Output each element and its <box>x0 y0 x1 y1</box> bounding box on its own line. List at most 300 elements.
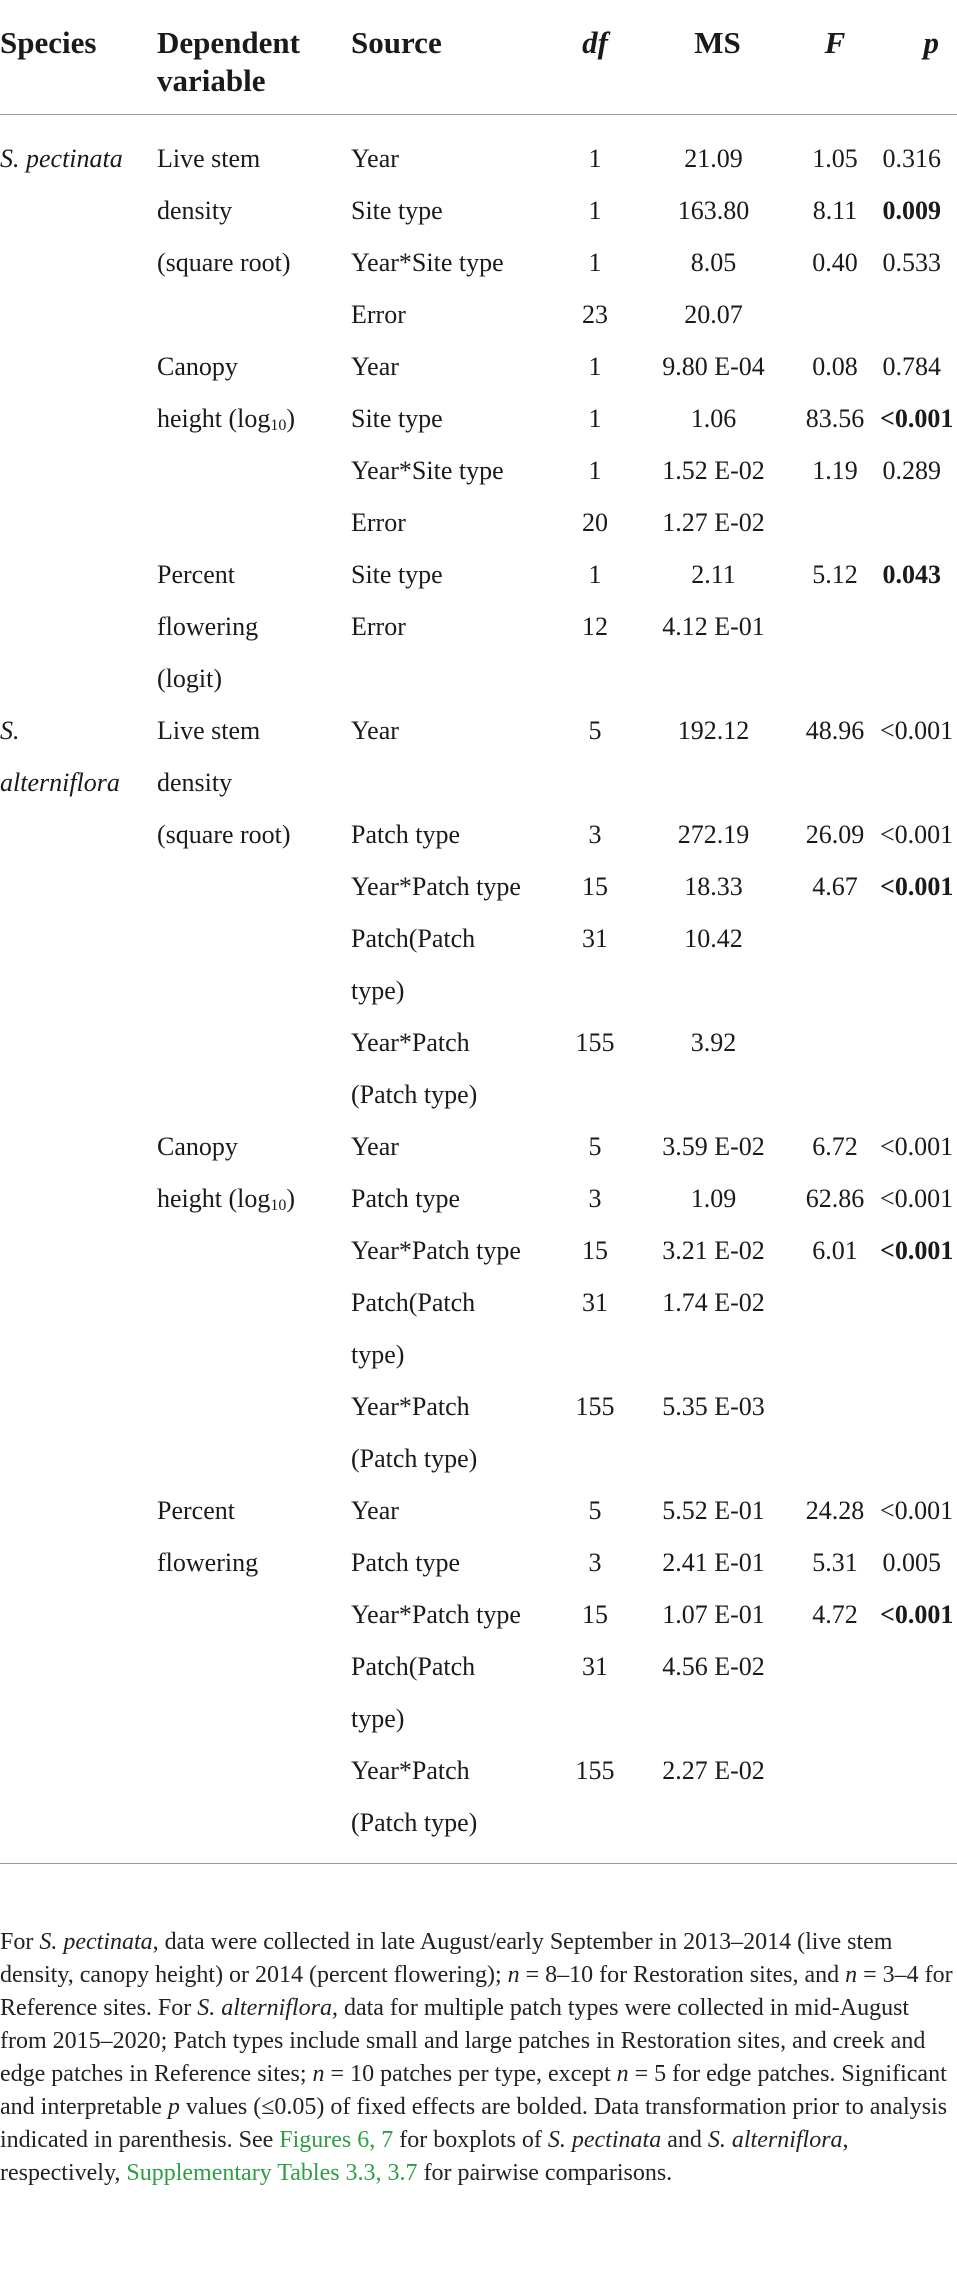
header-source: Source <box>351 14 545 115</box>
df-cell: 155 <box>575 1756 615 1785</box>
dependent-variable-cell: Live stem <box>157 716 261 745</box>
source-cell: Site type <box>351 196 443 225</box>
source-cell: Year*Patch <box>351 1028 470 1057</box>
ms-cell: 1.06 <box>690 404 737 433</box>
p-value-cell: 0.784 <box>882 352 941 381</box>
p-value-cell: <0.001 <box>880 1496 954 1525</box>
dependent-variable-cell <box>157 497 351 549</box>
f-cell <box>790 1381 880 1433</box>
table-row <box>0 705 957 757</box>
table-row <box>0 1121 957 1173</box>
species-name: S. alterniflora <box>707 2127 843 2153</box>
f-cell: 1.05 <box>812 144 858 173</box>
dependent-variable-cell <box>157 1641 351 1693</box>
ms-cell: 3.92 <box>690 1028 737 1057</box>
ms-cell <box>645 1433 790 1485</box>
source-cell <box>351 757 545 809</box>
f-cell: 48.96 <box>805 716 865 745</box>
ms-cell: 5.52 E-01 <box>662 1496 765 1525</box>
ms-cell: 3.59 E-02 <box>662 1132 765 1161</box>
f-cell: 8.11 <box>812 196 858 225</box>
table-row <box>0 497 957 549</box>
source-cell: Year*Patch <box>351 1392 470 1421</box>
p-value-cell: 0.316 <box>882 144 941 173</box>
df-cell: 1 <box>588 456 602 485</box>
header-species: Species <box>0 14 157 115</box>
ms-cell: 1.52 E-02 <box>662 456 765 485</box>
p-value-cell <box>880 965 957 1017</box>
log-base-subscript: 10 <box>270 1197 287 1214</box>
table-row <box>0 445 957 497</box>
footnote-part: = 3–4 for Reference sites. For <box>0 1962 953 2021</box>
source-cell: (Patch type) <box>351 1444 478 1473</box>
species-cell <box>0 601 157 653</box>
f-cell: 0.40 <box>812 248 858 277</box>
p-value-cell: 0.043 <box>882 560 941 589</box>
species-cell <box>0 1745 157 1797</box>
df-cell: 20 <box>582 508 608 537</box>
ms-cell: 4.56 E-02 <box>662 1652 765 1681</box>
dependent-variable-cell <box>157 1069 351 1121</box>
source-cell: Year*Patch type <box>351 1236 521 1265</box>
dependent-variable-cell: flowering <box>157 1548 259 1577</box>
p-value-cell: <0.001 <box>880 716 954 745</box>
ms-cell: 272.19 <box>677 820 750 849</box>
f-cell <box>790 965 880 1017</box>
footnote-part: , data were collected in late August/early September in 2013–2014 (live stem density, canopy height) or 2014 (percent flowering); <box>0 1929 893 1988</box>
source-cell: Year*Site type <box>351 248 504 277</box>
p-value-cell: <0.001 <box>880 1184 954 1213</box>
table-row <box>0 1017 957 1069</box>
footnote-part: = 10 patches per type, except <box>324 2061 617 2087</box>
table-row <box>0 237 957 289</box>
table-row <box>0 965 957 1017</box>
table-row <box>0 1225 957 1277</box>
df-cell <box>545 653 645 705</box>
table-body <box>0 115 957 1864</box>
table-row <box>0 1069 957 1121</box>
species-cell <box>0 1017 157 1069</box>
dependent-variable-cell <box>157 1225 351 1277</box>
p-value-cell <box>880 1641 957 1693</box>
df-cell: 31 <box>582 1652 608 1681</box>
dependent-variable-cell: Percent <box>157 560 235 589</box>
f-cell: 4.72 <box>812 1600 858 1629</box>
source-cell: Patch(Patch <box>351 1288 476 1317</box>
footnote-part: values (≤0.05) of fixed effects are bolded. Data transformation prior to analysis indicated in parenthesis. See <box>0 2094 948 2153</box>
ms-cell <box>645 653 790 705</box>
ms-cell: 1.27 E-02 <box>662 508 765 537</box>
p-value-cell: <0.001 <box>880 872 954 901</box>
header-df: df <box>545 14 645 115</box>
ms-cell <box>645 757 790 809</box>
species-cell <box>0 1173 157 1225</box>
f-cell <box>790 1277 880 1329</box>
species-cell: alterniflora <box>0 768 120 797</box>
source-cell: Error <box>351 300 406 329</box>
p-value-cell <box>880 1745 957 1797</box>
p-value-cell: <0.001 <box>880 1132 954 1161</box>
p-value-cell <box>880 1693 957 1745</box>
table-row <box>0 1173 957 1225</box>
ms-cell: 3.21 E-02 <box>662 1236 765 1265</box>
f-cell <box>790 1641 880 1693</box>
df-cell: 5 <box>588 716 602 745</box>
source-cell: Year <box>351 716 399 745</box>
ms-cell <box>645 1693 790 1745</box>
species-cell <box>0 1641 157 1693</box>
source-cell: Error <box>351 508 406 537</box>
ms-cell: 2.11 <box>691 560 736 589</box>
df-cell: 31 <box>582 924 608 953</box>
ms-cell: 1.07 E-01 <box>662 1600 765 1629</box>
dependent-variable-cell <box>157 393 351 445</box>
table-row <box>0 341 957 393</box>
table-row <box>0 115 957 186</box>
dependent-variable-cell <box>157 1381 351 1433</box>
dependent-variable-cell: Percent <box>157 1496 235 1525</box>
sample-size-symbol: n <box>845 1962 858 1988</box>
df-cell: 15 <box>582 1236 608 1265</box>
table-row <box>0 1485 957 1537</box>
f-cell <box>790 1069 880 1121</box>
source-cell: Year*Site type <box>351 456 504 485</box>
footnote-part: = 8–10 for Restoration sites, and <box>519 1962 846 1988</box>
df-cell: 1 <box>588 404 602 433</box>
table-row <box>0 653 957 705</box>
dependent-variable-cell: (square root) <box>157 820 291 849</box>
dependent-variable-cell: Canopy <box>157 1132 238 1161</box>
df-cell: 15 <box>582 872 608 901</box>
ms-cell: 4.12 E-01 <box>662 612 765 641</box>
ms-cell: 163.80 <box>677 196 750 225</box>
table-row <box>0 1433 957 1485</box>
source-cell: type) <box>351 1704 405 1733</box>
f-cell: 26.09 <box>805 820 865 849</box>
df-cell: 5 <box>588 1132 602 1161</box>
f-cell <box>790 1693 880 1745</box>
dependent-variable-cell <box>157 1589 351 1641</box>
supplementary-tables-link[interactable]: Supplementary Tables 3.3, 3.7 <box>126 2160 418 2186</box>
df-cell <box>545 1797 645 1864</box>
species-cell <box>0 289 157 341</box>
species-cell <box>0 1433 157 1485</box>
species-cell: S. <box>0 716 20 745</box>
source-cell: Patch type <box>351 1184 461 1213</box>
df-cell: 1 <box>588 352 602 381</box>
species-cell <box>0 1485 157 1537</box>
table-row <box>0 809 957 861</box>
dependent-variable-cell <box>157 1277 351 1329</box>
f-cell <box>790 1797 880 1864</box>
dependent-variable-cell <box>157 1329 351 1381</box>
f-cell <box>790 1745 880 1797</box>
species-cell <box>0 549 157 601</box>
ms-cell: 10.42 <box>684 924 743 953</box>
table-row <box>0 1797 957 1864</box>
table-row <box>0 1329 957 1381</box>
dependent-variable-cell: flowering <box>157 612 259 641</box>
table-row <box>0 185 957 237</box>
table-row <box>0 1381 957 1433</box>
species-cell <box>0 913 157 965</box>
p-value-cell <box>880 289 957 341</box>
table-row <box>0 1693 957 1745</box>
header-f: F <box>790 14 880 115</box>
dependent-variable-cell <box>157 1017 351 1069</box>
source-cell: Patch type <box>351 820 461 849</box>
df-cell <box>545 1329 645 1381</box>
dependent-variable-cell <box>157 1693 351 1745</box>
ms-cell: 1.09 <box>690 1184 737 1213</box>
ms-cell: 9.80 E-04 <box>662 352 765 381</box>
f-cell <box>790 1017 880 1069</box>
table-row <box>0 1745 957 1797</box>
table-row <box>0 913 957 965</box>
source-cell: (Patch type) <box>351 1797 545 1864</box>
dependent-variable-cell: density <box>157 196 233 225</box>
p-value-cell <box>880 1797 957 1864</box>
dependent-variable-cell <box>157 913 351 965</box>
f-cell <box>790 497 880 549</box>
dependent-variable-cell <box>157 965 351 1017</box>
species-cell <box>0 1381 157 1433</box>
source-cell: Year <box>351 1132 399 1161</box>
f-cell: 6.01 <box>812 1236 858 1265</box>
source-cell: (Patch type) <box>351 1080 478 1109</box>
df-cell: 3 <box>588 1548 602 1577</box>
df-cell <box>545 1693 645 1745</box>
source-cell: Error <box>351 612 406 641</box>
source-cell: Year*Patch type <box>351 872 521 901</box>
source-cell: Year <box>351 1496 399 1525</box>
species-cell <box>0 1225 157 1277</box>
f-cell <box>790 757 880 809</box>
source-cell: Patch type <box>351 1548 461 1577</box>
source-cell <box>351 653 545 705</box>
p-value-cell <box>880 1017 957 1069</box>
table-row <box>0 601 957 653</box>
footnote-part: , respectively, <box>0 2127 849 2186</box>
p-value-cell: <0.001 <box>880 1236 954 1265</box>
p-value-cell <box>880 1433 957 1485</box>
table-row <box>0 549 957 601</box>
source-cell: Patch(Patch <box>351 924 476 953</box>
f-cell <box>790 289 880 341</box>
p-value-cell <box>880 1329 957 1381</box>
f-cell: 5.12 <box>812 560 858 589</box>
species-cell <box>0 445 157 497</box>
table-footnote <box>0 1926 957 2190</box>
ms-cell: 5.35 E-03 <box>662 1392 765 1421</box>
dependent-variable-cell: (square root) <box>157 248 291 277</box>
p-value-symbol: p <box>167 2094 180 2120</box>
source-cell: Site type <box>351 404 443 433</box>
dependent-variable-cell <box>157 289 351 341</box>
p-value-cell: <0.001 <box>880 820 954 849</box>
table-row <box>0 1277 957 1329</box>
species-cell <box>0 341 157 393</box>
species-cell <box>0 1589 157 1641</box>
f-cell: 0.08 <box>812 352 858 381</box>
species-cell <box>0 965 157 1017</box>
species-cell <box>0 809 157 861</box>
source-cell: type) <box>351 1340 405 1369</box>
p-value-cell <box>880 757 957 809</box>
ms-cell: 20.07 <box>684 300 743 329</box>
dependent-variable-cell <box>157 1745 351 1797</box>
species-name: S. alterniflora <box>197 1995 332 2021</box>
source-cell: Year <box>351 352 399 381</box>
df-cell: 12 <box>582 612 608 641</box>
f-cell: 62.86 <box>805 1184 865 1213</box>
f-cell: 5.31 <box>812 1548 858 1577</box>
ms-cell <box>645 1797 790 1864</box>
footnote-part: and <box>661 2127 708 2153</box>
species-name: S. pectinata <box>39 1929 153 1955</box>
df-cell <box>545 1433 645 1485</box>
table-row <box>0 757 957 809</box>
p-value-cell <box>880 1381 957 1433</box>
ms-cell <box>645 965 790 1017</box>
species-cell <box>0 237 157 289</box>
ms-cell: 2.27 E-02 <box>662 1756 765 1785</box>
footnote-part: for pairwise comparisons. <box>417 2160 673 2186</box>
source-cell: Patch(Patch <box>351 1652 476 1681</box>
species-cell <box>0 1277 157 1329</box>
dependent-variable-cell: density <box>157 768 233 797</box>
header-ms: MS <box>645 14 790 115</box>
dependent-variable-cell <box>157 1433 351 1485</box>
df-cell: 23 <box>582 300 608 329</box>
dependent-variable-text: ) <box>286 404 296 433</box>
source-cell: Year*Patch <box>351 1756 470 1785</box>
species-cell <box>0 185 157 237</box>
species-cell <box>0 393 157 445</box>
footnote-part: , data for multiple patch types were collected in mid-August from 2015–2020; Patch types include small and large patches in Restoration sites, and creek and edge patches in Reference sites; <box>0 1995 926 2087</box>
dependent-variable-text: height (log <box>157 1184 271 1213</box>
df-cell <box>545 1069 645 1121</box>
df-cell: 31 <box>582 1288 608 1317</box>
f-cell <box>790 601 880 653</box>
ms-cell: 1.74 E-02 <box>662 1288 765 1317</box>
df-cell: 1 <box>588 144 602 173</box>
ms-cell <box>645 1329 790 1381</box>
dependent-variable-cell: Live stem <box>157 144 261 173</box>
species-cell <box>0 653 157 705</box>
header-p: p <box>880 14 957 115</box>
df-cell: 1 <box>588 560 602 589</box>
p-value-cell: 0.009 <box>882 196 941 225</box>
p-value-cell: 0.005 <box>882 1548 941 1577</box>
df-cell: 1 <box>588 248 602 277</box>
footnote-part: for boxplots of <box>393 2127 548 2153</box>
f-cell: 4.67 <box>812 872 858 901</box>
p-value-cell: <0.001 <box>880 1600 954 1629</box>
figures-link[interactable]: Figures 6, 7 <box>279 2127 394 2153</box>
species-cell <box>0 1121 157 1173</box>
table-row <box>0 393 957 445</box>
species-cell <box>0 861 157 913</box>
ms-cell: 18.33 <box>684 872 743 901</box>
ms-cell <box>645 1069 790 1121</box>
f-cell <box>790 1433 880 1485</box>
ms-cell: 192.12 <box>677 716 750 745</box>
species-cell <box>0 497 157 549</box>
f-cell: 24.28 <box>805 1496 865 1525</box>
df-cell: 155 <box>575 1392 615 1421</box>
ms-cell: 2.41 E-01 <box>662 1548 765 1577</box>
p-value-cell: 0.533 <box>882 248 941 277</box>
f-cell <box>790 653 880 705</box>
f-cell: 83.56 <box>805 404 865 433</box>
f-cell: 1.19 <box>812 456 858 485</box>
sample-size-symbol: n <box>312 2061 325 2087</box>
ms-cell: 21.09 <box>684 144 743 173</box>
p-value-cell <box>880 497 957 549</box>
df-cell: 1 <box>588 196 602 225</box>
p-value-cell <box>880 1277 957 1329</box>
species-cell <box>0 1537 157 1589</box>
footnote-part: For <box>0 1929 40 1955</box>
source-cell: Site type <box>351 560 443 589</box>
footnote-text <box>0 1926 957 2190</box>
df-cell: 3 <box>588 1184 602 1213</box>
source-cell: type) <box>351 976 405 1005</box>
f-cell: 6.72 <box>812 1132 858 1161</box>
header-dependent-variable: Dependent variable <box>157 14 351 115</box>
log-base-subscript: 10 <box>270 417 287 434</box>
table-header <box>0 14 957 115</box>
species-cell <box>0 1329 157 1381</box>
species-name: S. pectinata <box>547 2127 662 2153</box>
dependent-variable-cell: (logit) <box>157 664 222 693</box>
dependent-variable-text: height (log <box>157 404 271 433</box>
dependent-variable-cell <box>157 1797 351 1864</box>
dependent-variable-cell <box>157 1173 351 1225</box>
source-cell: Year <box>351 144 399 173</box>
p-value-cell: <0.001 <box>880 404 954 433</box>
sample-size-symbol: n <box>616 2061 629 2087</box>
df-cell <box>545 757 645 809</box>
df-cell: 3 <box>588 820 602 849</box>
source-cell: Year*Patch type <box>351 1600 521 1629</box>
p-value-cell <box>880 653 957 705</box>
p-value-cell <box>880 1069 957 1121</box>
df-cell <box>545 965 645 1017</box>
dependent-variable-cell <box>157 861 351 913</box>
dependent-variable-cell: Canopy <box>157 352 238 381</box>
table-row <box>0 1537 957 1589</box>
p-value-cell <box>880 601 957 653</box>
ms-cell: 8.05 <box>690 248 737 277</box>
p-value-cell <box>880 913 957 965</box>
species-cell <box>0 1693 157 1745</box>
footnote-part: = 5 for edge patches. Significant and interpretable <box>0 2061 947 2120</box>
dependent-variable-cell <box>157 445 351 497</box>
sample-size-symbol: n <box>507 1962 520 1988</box>
p-value-cell: 0.289 <box>882 456 941 485</box>
df-cell: 15 <box>582 1600 608 1629</box>
table-row <box>0 1589 957 1641</box>
f-cell <box>790 1329 880 1381</box>
table-row <box>0 289 957 341</box>
table-row <box>0 861 957 913</box>
species-cell <box>0 1069 157 1121</box>
anova-table <box>0 14 957 1864</box>
df-cell: 155 <box>575 1028 615 1057</box>
species-cell <box>0 1797 157 1864</box>
